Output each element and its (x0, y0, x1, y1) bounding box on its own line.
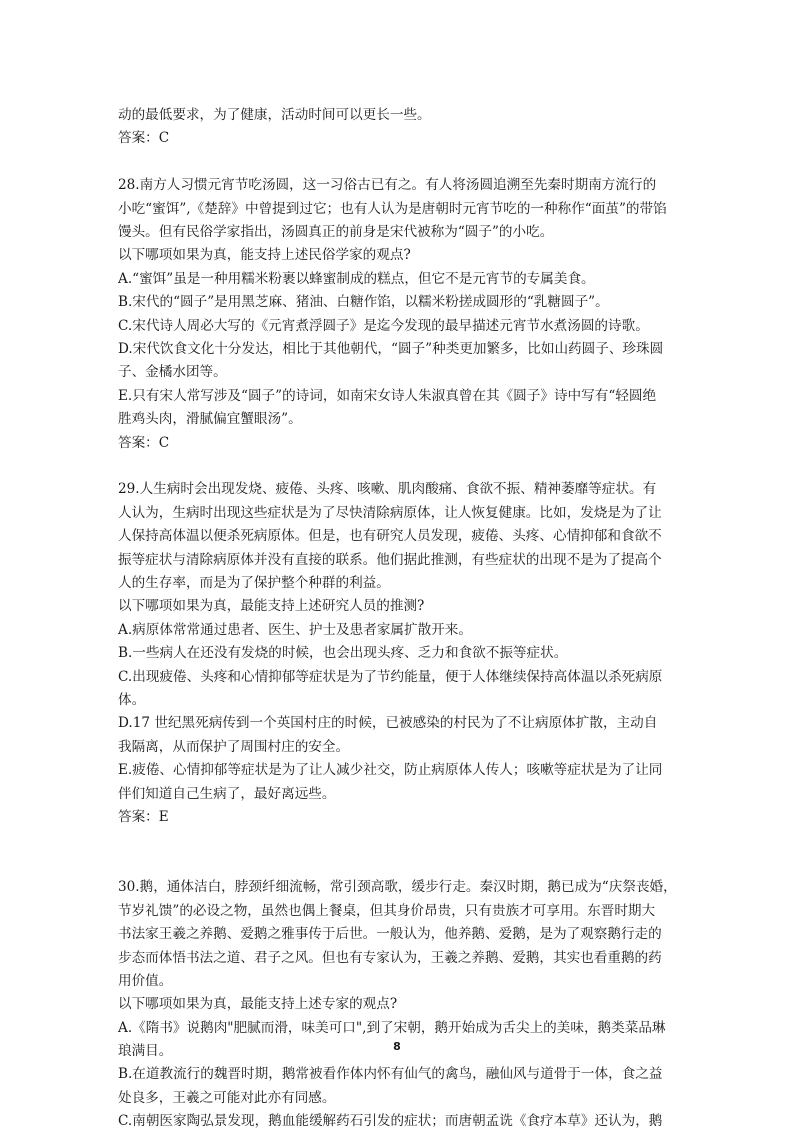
question-prompt: 以下哪项如果为真，最能支持上述专家的观点? (118, 996, 398, 1013)
option-d: D.宋代饮食文化十分发达，相比于其他朝代，“圆子”种类更加繁多，比如山药圆子、珍珠圆 (118, 341, 664, 358)
option-b: B.在道教流行的魏晋时期，鹅常被看作体内怀有仙气的禽鸟，融仙风与道骨于一体，食之益 (118, 1066, 663, 1083)
option-e: E.只有宋人常写涉及“圆子”的诗词，如南宋女诗人朱淑真曾在其《圆子》诗中写有“轻圆绝 (118, 387, 657, 404)
answer-line: 答案：E (118, 808, 169, 825)
option-a: A.《隋书》说鹅肉"肥腻而滑，味美可口",到了宋朝，鹅开始成为舌尖上的美味，鹅类菜品琳 (118, 1019, 666, 1036)
text-line: 人的生存率，而是为了保护整个种群的利益。 (118, 575, 390, 592)
option-c: C.南朝医家陶弘景发现，鹅血能缓解药石引发的症状；而唐朝孟诜《食疗本草》还认为，鹅 (118, 1113, 663, 1130)
text-line: 我隔离，从而保护了周围村庄的安全。 (118, 738, 350, 755)
text-line: 30.鹅，通体洁白，脖颈纤细流畅，常引颈高歌，缓步行走。秦汉时期，鹅已成为“庆祭丧婚， (118, 879, 677, 896)
question-29 (118, 478, 678, 829)
text-line: 伴们知道自己生病了，最好离远些。 (118, 785, 336, 802)
option-b: B.一些病人在还没有发烧的时候，也会出现头疼、乏力和食欲不振等症状。 (118, 645, 568, 662)
option-a: A.“蜜饵”虽是一种用糯米粉裹以蜂蜜制成的糕点，但它不是元宵节的专属美食。 (118, 270, 595, 287)
text-line: 动的最低要求，为了健康，活动时间可以更长一些。 (118, 107, 431, 123)
option-a: A.病原体常常通过患者、医生、护士及患者家属扩散开来。 (118, 621, 472, 638)
option-d: D.17 世纪黑死病传到一个英国村庄的时候，已被感染的村民为了不让病原体扩散，主动自 (118, 715, 658, 732)
answer-line: 答案：C (118, 434, 170, 451)
text-line: 胜鸡头肉，滑腻偏宜蟹眼汤”。 (118, 411, 302, 428)
text-line: 人保持高体温以便杀死病原体。但是，也有研究人员发现，疲倦、头疼、心情抑郁和食欲不 (118, 528, 662, 545)
text-line: 步态而体悟书法之道、君子之风。但也有专家认为，王羲之养鹅、爱鹅，其实也看重鹅的药 (118, 949, 662, 966)
text-line: 人认为，生病时出现这些症状是为了尽快清除病原体，让人恢复健康。比如，发烧是为了让 (118, 504, 662, 521)
question-30 (118, 876, 678, 1133)
option-e: E.疲倦、心情抑郁等症状是为了让人减少社交，防止病原体人传人；咳嗽等症状是为了让同 (118, 762, 663, 779)
question-prompt: 以下哪项如果为真，能支持上述民俗学家的观点? (118, 247, 411, 264)
text-line: 节岁礼馈”的必设之物，虽然也偶上餐桌，但其身价昂贵，只有贵族才可享用。东晋时期大 (118, 902, 656, 919)
page-number: 8 (393, 1040, 401, 1053)
option-c: C.宋代诗人周必大写的《元宵煮浮圆子》是迄今发现的最早描述元宵节水煮汤圆的诗歌。 (118, 317, 649, 334)
text-line: 子、金橘水团等。 (118, 364, 227, 381)
text-line: 小吃“蜜饵”,《楚辞》中曾提到过它；也有人认为是唐朝时元宵节吃的一种称作“面茧”的带馅 (118, 200, 667, 217)
text-line: 书法家王羲之养鹅、爱鹅之雅事传于后世。一般认为，他养鹅、爱鹅，是为了观察鹅行走的 (118, 926, 662, 943)
question-prompt: 以下哪项如果为真，最能支持上述研究人员的推测? (118, 598, 425, 615)
intro-section (118, 104, 678, 151)
text-line: 馒头。但有民俗学家指出，汤圆真正的前身是宋代被称为“圆子”的小吃。 (118, 224, 554, 241)
text-line: 用价值。 (118, 972, 173, 989)
answer-line: 答案：C (118, 130, 170, 147)
page-content (118, 104, 678, 1134)
text-line: 振等症状与清除病原体并没有直接的联系。他们据此推测，有些症状的出现不是为了提高个 (118, 551, 662, 568)
text-line: 体。 (118, 691, 146, 708)
text-line: 29.人生病时会出现发烧、疲倦、头疼、咳嗽、肌肉酸痛、食欲不振、精神萎靡等症状。有 (118, 481, 657, 498)
text-line: 处良多，王羲之可能对此亦有同感。 (118, 1089, 336, 1106)
option-b: B.宋代的“圆子”是用黑芝麻、猪油、白糖作馅，以糯米粉搓成圆形的“乳糖圆子”。 (118, 294, 609, 311)
option-c: C.出现疲倦、头疼和心情抑郁等症状是为了节约能量，便于人体继续保持高体温以杀死病原 (118, 668, 663, 685)
text-line: 琅满目。 (118, 1043, 173, 1060)
question-28 (118, 174, 678, 455)
text-line: 28.南方人习惯元宵节吃汤圆，这一习俗古已有之。有人将汤圆追溯至先秦时期南方流行的 (118, 177, 657, 194)
